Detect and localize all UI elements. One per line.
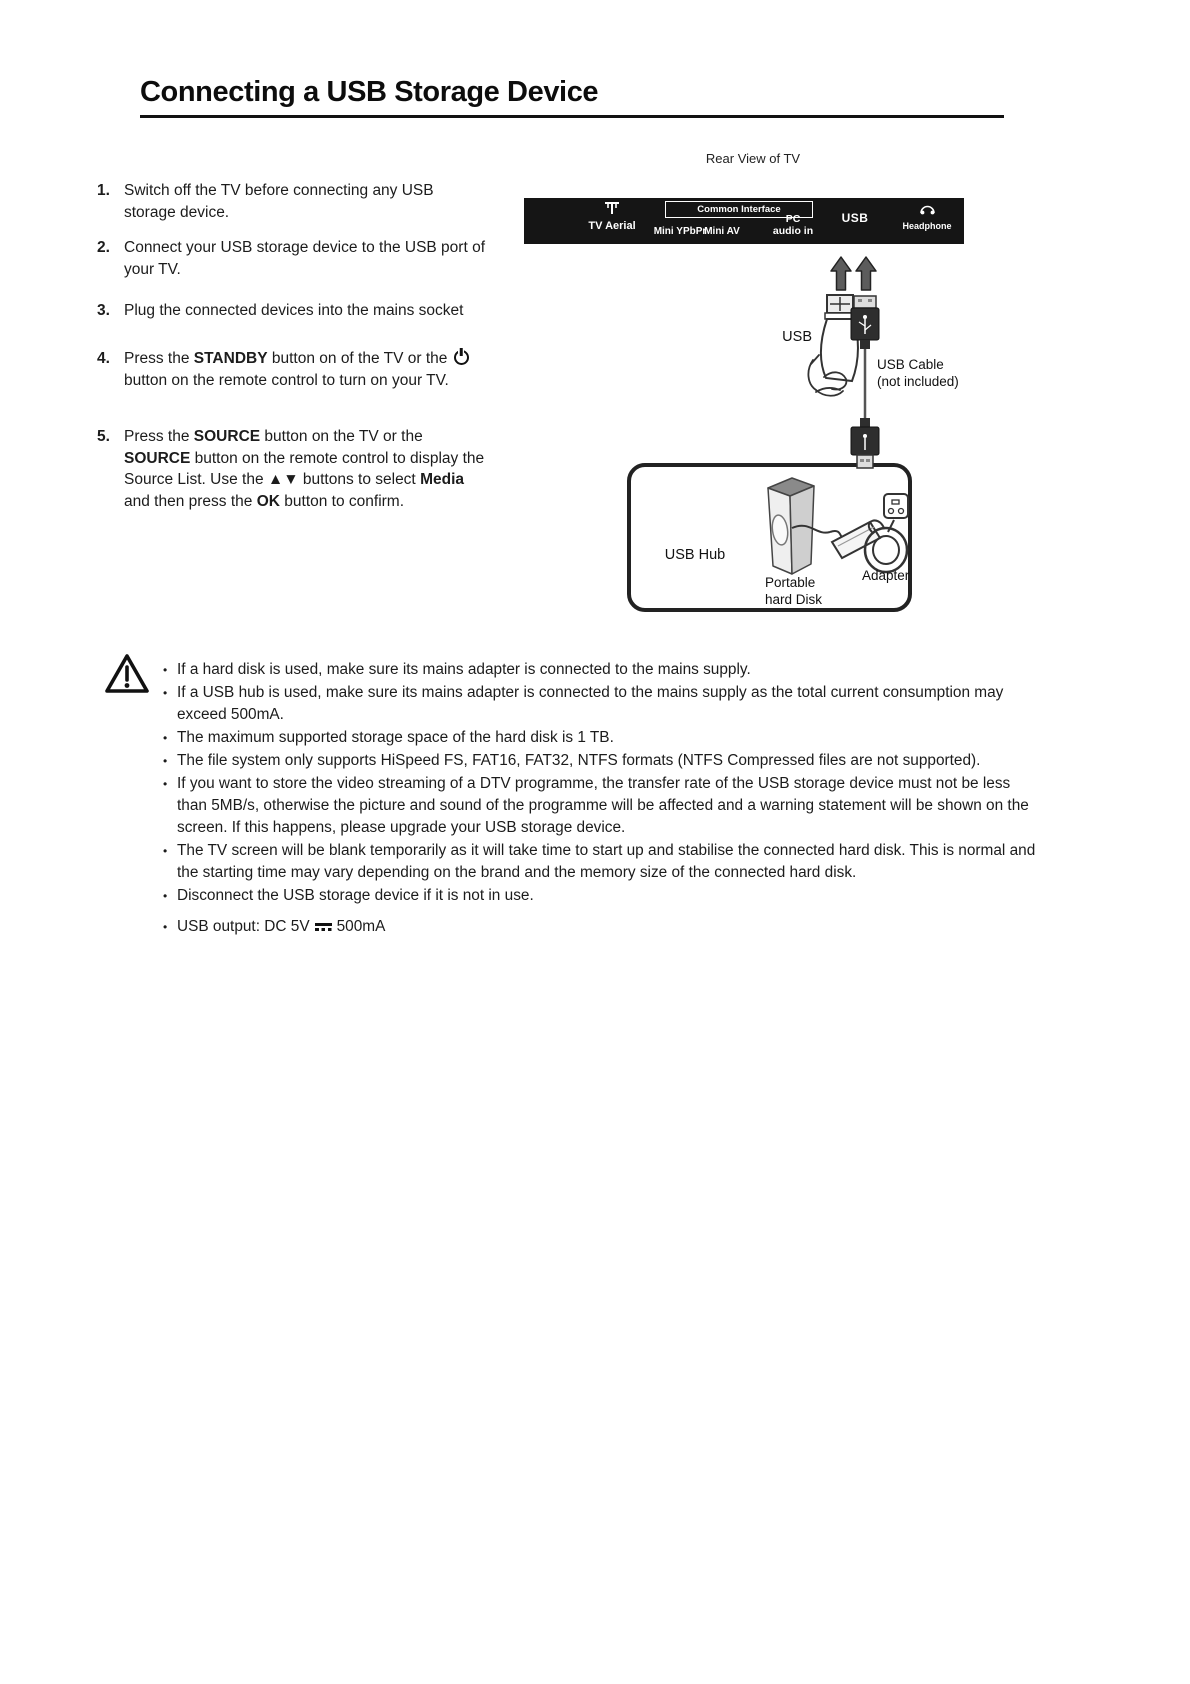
headphone-icon (918, 202, 936, 215)
step-number: 2. (97, 239, 110, 256)
usb-stick-label: USB (782, 329, 812, 345)
step-number: 3. (97, 302, 110, 319)
port-label: audio in (772, 225, 814, 237)
connection-diagram-art (620, 250, 920, 620)
adapter-label: Adapter (862, 568, 910, 583)
port-pc-audio-in (758, 213, 828, 237)
step-text: Press the STANDBY button on of the TV or the button on the remote control to turn on your TV. (124, 348, 489, 391)
tv-aerial-icon (602, 201, 622, 214)
note-item: • If a USB hub is used, make sure its mains adapter is connected to the mains supply as the total current consumption may exceed 500mA. (160, 682, 1038, 726)
up-arrow-icon (831, 257, 876, 290)
dc-symbol (315, 921, 332, 932)
port-label: PC (785, 213, 801, 225)
step-number: 5. (97, 428, 110, 445)
step-text: Plug the connected devices into the mains socket (124, 302, 464, 319)
usb-output-note: • USB output: DC 5V 500mA (160, 916, 1038, 938)
step-5 (97, 426, 489, 512)
step-text: Switch off the TV before connecting any USB storage device. (124, 182, 434, 221)
note-item: • If a hard disk is used, make sure its mains adapter is connected to the mains supply. (160, 659, 1038, 681)
note-item: • The maximum supported storage space of the hard disk is 1 TB. (160, 727, 1038, 749)
mains-socket-drawing (884, 494, 908, 518)
port-mini-ypbpr: Mini YPbPr (653, 226, 707, 237)
step-1 (97, 180, 489, 223)
notes-list (160, 659, 1038, 907)
step-text: Press the SOURCE button on the TV or the SOURCE button on the remote control to display the Source List. Use the ▲▼ buttons to select Media and then press the OK button to confirm. (124, 428, 485, 510)
port-tv-aerial (572, 201, 652, 232)
port-common-interface: Common Interface (665, 201, 813, 218)
port-usb: USB (841, 211, 869, 225)
port-mini-av: Mini AV (704, 226, 740, 237)
step-3 (97, 300, 489, 322)
step-4 (97, 348, 489, 391)
step-number: 4. (97, 350, 110, 367)
port-headphone (892, 202, 962, 231)
notes-section (160, 659, 1038, 938)
port-label: Headphone (902, 221, 952, 231)
usb-cable-drawing (851, 296, 879, 468)
page-title: Connecting a USB Storage Device (140, 76, 599, 108)
title-rule (140, 115, 1004, 118)
power-icon (454, 350, 469, 365)
note-item: • The TV screen will be blank temporarily as it will take time to start up and stabilise the connected hard disk. This is normal and the starting time may vary depending on the brand and the memory size of the connected hard disk. (160, 840, 1038, 884)
step-number: 1. (97, 182, 110, 199)
step-text: Connect your USB storage device to the USB port of your TV. (124, 239, 485, 278)
portable-hard-disk-label: Portable hard Disk (765, 575, 823, 607)
rear-view-caption: Rear View of TV (705, 151, 801, 166)
warning-icon (103, 652, 151, 696)
note-item: • The file system only supports HiSpeed FS, FAT16, FAT32, NTFS formats (NTFS Compressed files are not supported). (160, 750, 1038, 772)
tv-rear-panel (524, 198, 964, 244)
step-2 (97, 237, 489, 280)
usb-hub-label: USB Hub (664, 547, 726, 563)
note-item: • If you want to store the video streaming of a DTV programme, the transfer rate of the USB storage device must not be less than 5MB/s, otherwise the picture and sound of the programme will be affected and a warning statement will be shown on the screen. If this happens, please upgrade your USB storage device. (160, 773, 1038, 839)
note-item: • Disconnect the USB storage device if it is not in use. (160, 885, 1038, 907)
usb-cable-label: USB Cable (not included) (877, 357, 959, 389)
connection-diagram (480, 150, 1020, 640)
port-label: TV Aerial (588, 220, 636, 232)
